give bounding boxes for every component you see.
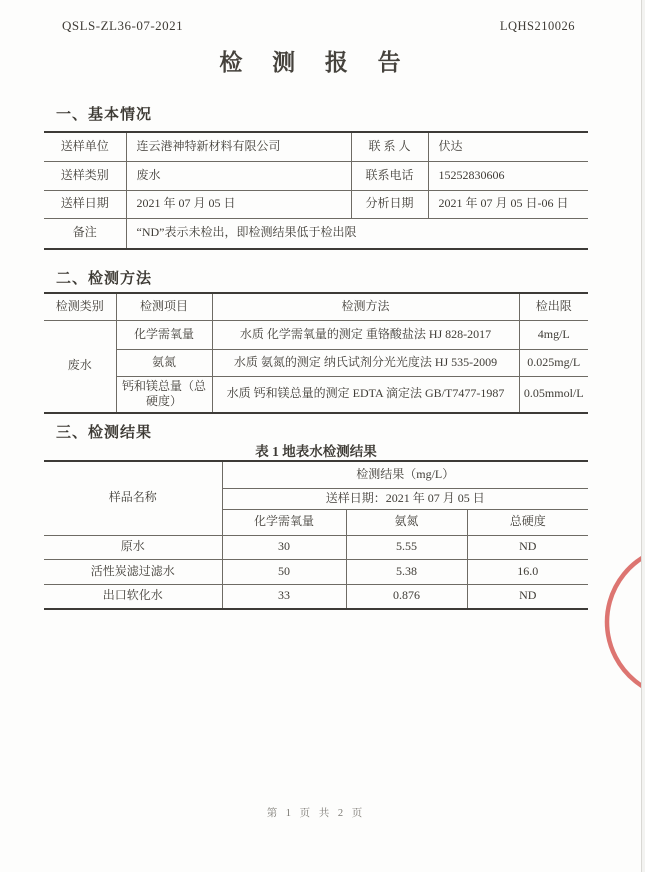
table-row	[44, 161, 588, 190]
document-code-left: QSLS-ZL36-07-2021	[62, 18, 184, 33]
sample-name: 原水	[44, 535, 222, 559]
result-value: 50	[222, 559, 346, 584]
method-item: 化学需氧量	[116, 320, 212, 349]
method-item: 钙和镁总量（总硬度）	[116, 376, 212, 413]
document-code-right: LQHS210026	[499, 19, 575, 33]
table-row	[44, 218, 588, 249]
detection-limit: 0.025mg/L	[519, 349, 588, 376]
detection-limit: 0.05mmol/L	[519, 376, 588, 413]
page-number: 第 1 页 共 2 页	[266, 808, 366, 819]
column-header: 化学需氧量	[222, 509, 346, 535]
field-value: 15252830606	[428, 161, 588, 190]
table-header-row	[44, 461, 588, 488]
table-header-row	[44, 293, 588, 320]
result-value: ND	[467, 535, 588, 559]
results-table-caption: 表 1 地表水检测结果	[255, 444, 377, 459]
result-value: 33	[222, 584, 346, 609]
result-value: 16.0	[467, 559, 588, 584]
table-row	[44, 349, 588, 376]
column-header: 检测类别	[44, 293, 116, 320]
method-name: 水质 钙和镁总量的测定 EDTA 滴定法 GB/T7477-1987	[212, 376, 519, 413]
table-row	[44, 320, 588, 349]
table-row	[44, 559, 588, 584]
method-name: 水质 氨氮的测定 纳氏试剂分光光度法 HJ 535-2009	[212, 349, 519, 376]
field-label: 送样单位	[44, 132, 126, 161]
method-name: 水质 化学需氧量的测定 重铬酸盐法 HJ 828-2017	[212, 320, 519, 349]
report-title: 检 测 报 告	[219, 50, 413, 75]
stamp-circle	[599, 538, 645, 705]
field-value: 连云港神特新材料有限公司	[126, 132, 351, 161]
field-value: 废水	[126, 161, 351, 190]
field-value: 伏达	[428, 132, 588, 161]
field-label: 联系电话	[351, 161, 428, 190]
result-value: ND	[467, 584, 588, 609]
sample-name: 出口软化水	[44, 584, 222, 609]
sample-name-header: 样品名称	[44, 461, 222, 535]
result-value: 0.876	[346, 584, 467, 609]
table-row	[44, 376, 588, 413]
column-header: 检测方法	[212, 293, 519, 320]
field-label: 送样日期	[44, 190, 126, 218]
field-label: 送样类别	[44, 161, 126, 190]
section-heading-basic-info: 一、基本情况	[56, 107, 153, 123]
result-value: 5.55	[346, 535, 467, 559]
table-row	[44, 584, 588, 609]
column-header: 检出限	[519, 293, 588, 320]
table-row	[44, 535, 588, 559]
section-heading-methods: 二、检测方法	[56, 271, 153, 287]
sample-name: 活性炭滤过滤水	[44, 559, 222, 584]
method-item: 氨氮	[116, 349, 212, 376]
result-value: 30	[222, 535, 346, 559]
column-header: 氨氮	[346, 509, 467, 535]
sample-category: 废水	[44, 320, 116, 413]
remark-label: 备注	[44, 218, 126, 249]
field-value: 2021 年 07 月 05 日	[126, 190, 351, 218]
table-row	[44, 132, 588, 161]
table-row	[44, 190, 588, 218]
field-label: 分析日期	[351, 190, 428, 218]
results-table	[44, 460, 588, 610]
basic-info-table	[44, 131, 588, 250]
sampling-date-header: 送样日期：2021 年 07 月 05 日	[222, 488, 588, 509]
column-header: 总硬度	[467, 509, 588, 535]
methods-table	[44, 292, 588, 414]
result-value: 5.38	[346, 559, 467, 584]
red-stamp-seal	[598, 537, 645, 707]
field-value: 2021 年 07 月 05 日-06 日	[428, 190, 588, 218]
results-unit-header: 检测结果（mg/L）	[222, 461, 588, 488]
section-heading-results: 三、检测结果	[56, 425, 153, 441]
detection-limit: 4mg/L	[519, 320, 588, 349]
field-label: 联 系 人	[351, 132, 428, 161]
remark-value: “ND”表示未检出，即检测结果低于检出限	[126, 218, 588, 249]
column-header: 检测项目	[116, 293, 212, 320]
